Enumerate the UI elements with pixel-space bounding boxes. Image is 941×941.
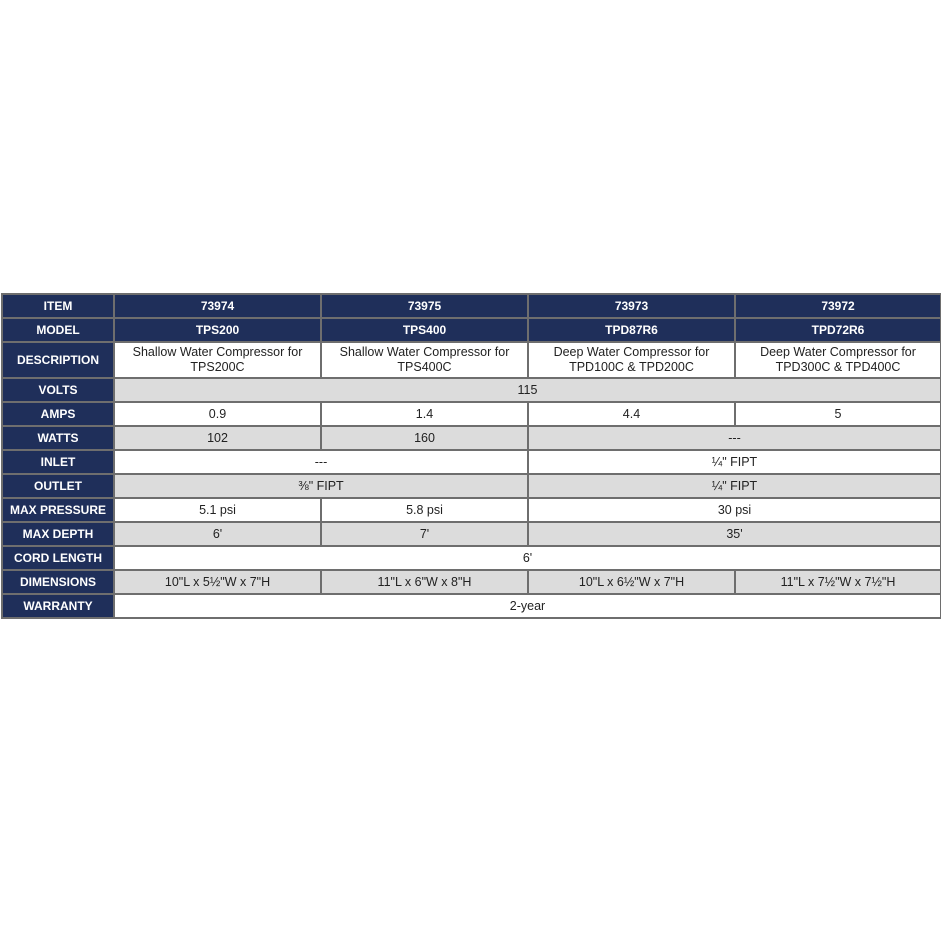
outlet-value: ¼" FIPT [528,474,941,498]
max-pressure-value: 5.8 psi [321,498,528,522]
item-value: 73973 [528,294,735,318]
model-value: TPS400 [321,318,528,342]
model-row [2,318,941,342]
amps-row [2,402,941,426]
dimensions-value: 10"L x 6½"W x 7"H [528,570,735,594]
model-label: MODEL [2,318,114,342]
dimensions-value: 11"L x 6"W x 8"H [321,570,528,594]
amps-value: 0.9 [114,402,321,426]
amps-label: AMPS [2,402,114,426]
description-value: Deep Water Compressor for TPD300C & TPD400C [735,342,941,378]
inlet-label: INLET [2,450,114,474]
max-pressure-value: 5.1 psi [114,498,321,522]
volts-label: VOLTS [2,378,114,402]
model-value: TPS200 [114,318,321,342]
amps-value: 1.4 [321,402,528,426]
item-row [2,294,941,318]
max-depth-value: 35' [528,522,941,546]
description-value: Shallow Water Compressor for TPS200C [114,342,321,378]
item-label: ITEM [2,294,114,318]
amps-value: 5 [735,402,941,426]
volts-row [2,378,941,402]
watts-value: 160 [321,426,528,450]
outlet-label: OUTLET [2,474,114,498]
cord-length-row [2,546,941,570]
outlet-value: ⅜" FIPT [114,474,528,498]
item-value: 73972 [735,294,941,318]
max-depth-value: 6' [114,522,321,546]
inlet-row [2,450,941,474]
max-pressure-row [2,498,941,522]
watts-label: WATTS [2,426,114,450]
max-depth-label: MAX DEPTH [2,522,114,546]
inlet-value: ¼" FIPT [528,450,941,474]
spec-table [1,293,941,619]
dimensions-value: 11"L x 7½"W x 7½"H [735,570,941,594]
model-value: TPD72R6 [735,318,941,342]
cord-length-label: CORD LENGTH [2,546,114,570]
inlet-value: --- [114,450,528,474]
max-pressure-value: 30 psi [528,498,941,522]
model-value: TPD87R6 [528,318,735,342]
description-label: DESCRIPTION [2,342,114,378]
max-depth-row [2,522,941,546]
description-value: Shallow Water Compressor for TPS400C [321,342,528,378]
dimensions-label: DIMENSIONS [2,570,114,594]
item-value: 73975 [321,294,528,318]
volts-value: 115 [114,378,941,402]
dimensions-row [2,570,941,594]
dimensions-value: 10"L x 5½"W x 7"H [114,570,321,594]
watts-value: 102 [114,426,321,450]
item-value: 73974 [114,294,321,318]
max-depth-value: 7' [321,522,528,546]
max-pressure-label: MAX PRESSURE [2,498,114,522]
cord-length-value: 6' [114,546,941,570]
watts-value: --- [528,426,941,450]
amps-value: 4.4 [528,402,735,426]
watts-row [2,426,941,450]
outlet-row [2,474,941,498]
warranty-row [2,594,941,618]
description-value: Deep Water Compressor for TPD100C & TPD200C [528,342,735,378]
warranty-label: WARRANTY [2,594,114,618]
description-row [2,342,941,378]
warranty-value: 2-year [114,594,941,618]
